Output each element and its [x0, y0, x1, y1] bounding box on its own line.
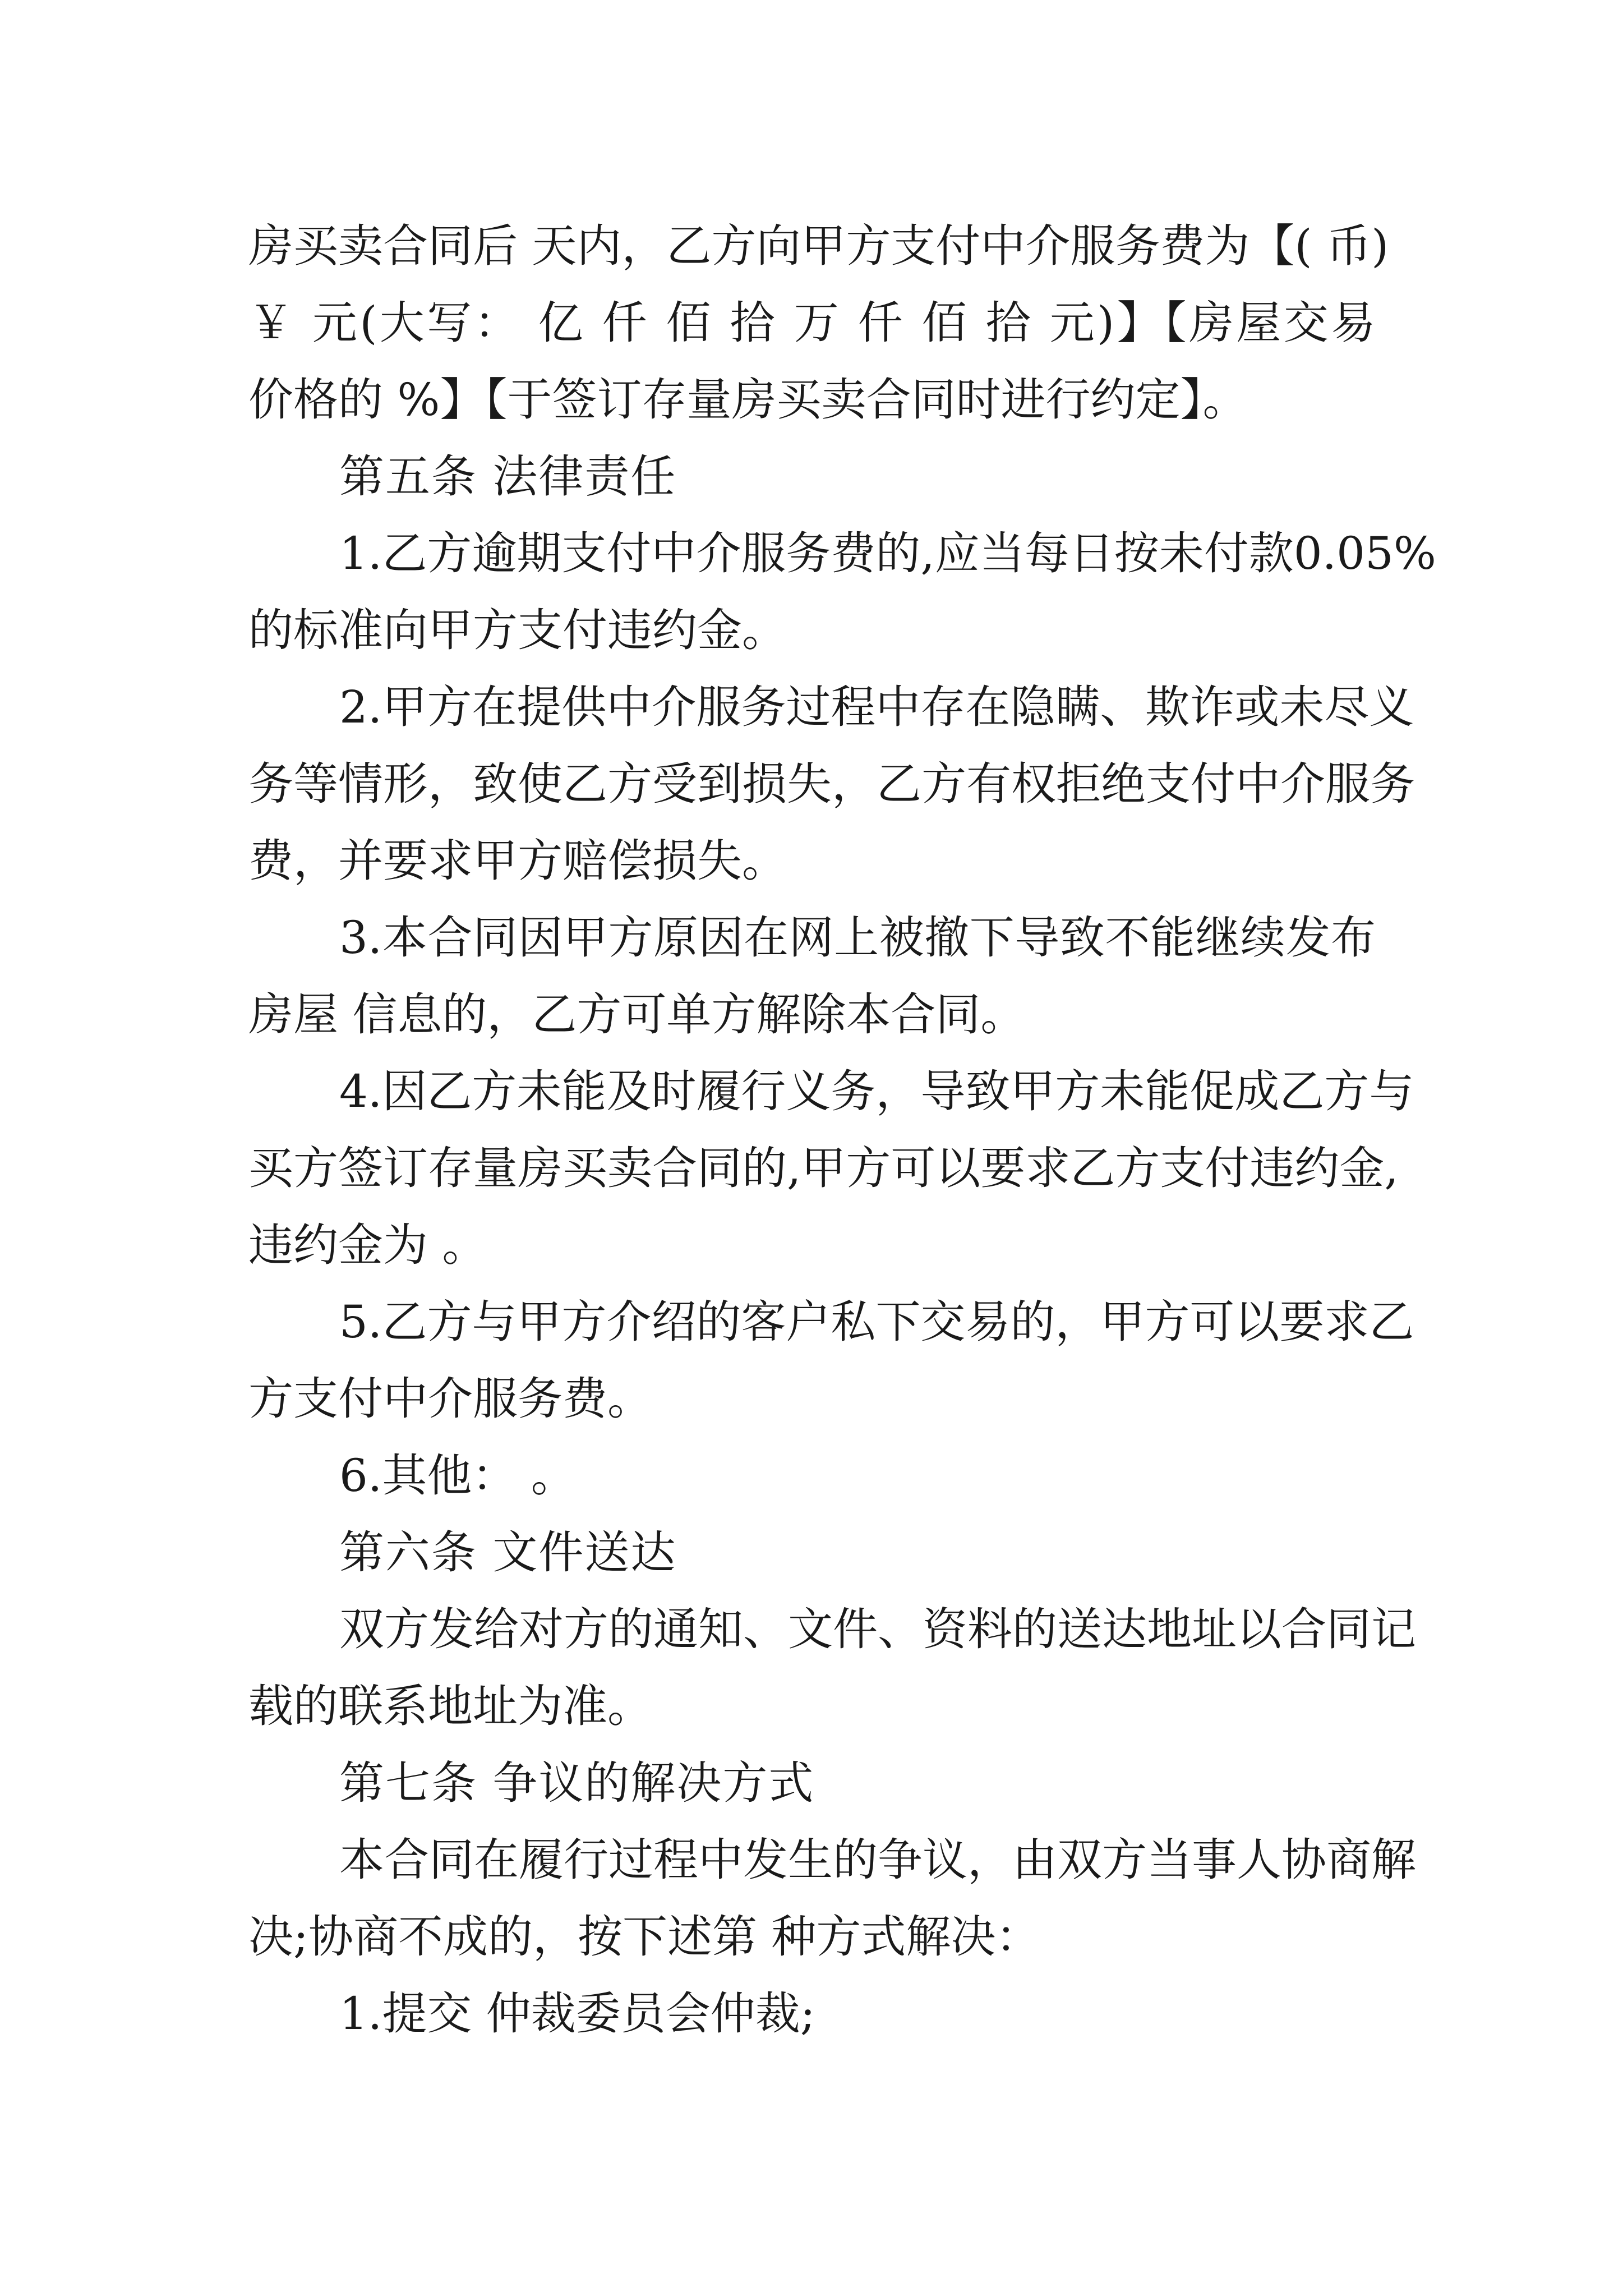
text-line: 务等情形，致使乙方受到损失，乙方有权拒绝支付中介服务 [248, 758, 1415, 810]
text-line: 3.本合同因甲方原因在网上被撤下导致不能继续发布 [339, 912, 1376, 964]
text-line: 4.因乙方未能及时履行义务，导致甲方未能促成乙方与 [339, 1065, 1414, 1117]
article-7-item-1 [0, 1975, 1623, 2052]
article-5-item-1 [0, 515, 1623, 669]
heading-text: 第七条 争议的解决方式 [339, 1757, 815, 1809]
fee-clause-paragraph [0, 208, 1623, 438]
article-5-item-4 [0, 1053, 1623, 1283]
article-7-body [0, 1821, 1623, 1975]
article-6-body [0, 1591, 1623, 1745]
text-line: 1.提交 仲裁委员会仲裁; [339, 1987, 815, 2040]
text-line: 违约金为 。 [248, 1219, 487, 1271]
heading-text: 第五条 法律责任 [339, 450, 677, 503]
text-line: 本合同在履行过程中发生的争议，由双方当事人协商解 [339, 1834, 1416, 1886]
text-line: 5.乙方与甲方介绍的客户私下交易的，甲方可以要求乙 [339, 1296, 1414, 1348]
article-7-heading [0, 1745, 1623, 1821]
text-line: 载的联系地址为准。 [248, 1680, 652, 1732]
text-line: 方支付中介服务费。 [248, 1373, 652, 1425]
text-line: 6.其他： 。 [339, 1450, 576, 1502]
text-line: 决;协商不成的，按下述第 种方式解决： [248, 1911, 1041, 1963]
heading-text: 第六条 文件送达 [339, 1526, 677, 1579]
text-line: 房屋 信息的，乙方可单方解除本合同。 [248, 988, 1026, 1041]
text-line: 费，并要求甲方赔偿损失。 [248, 835, 787, 887]
text-line: 1.乙方逾期支付中介服务费的,应当每日按未付款0.05% [339, 527, 1436, 579]
article-5-item-6 [0, 1437, 1623, 1514]
text-line: ￥ 元(大写： 亿 仟 佰 拾 万 仟 佰 拾 元)】【房屋交易 [248, 297, 1376, 349]
article-6-heading [0, 1514, 1623, 1591]
text-line: 双方发给对方的通知、文件、资料的送达地址以合同记 [339, 1603, 1416, 1655]
article-5-heading [0, 438, 1623, 515]
text-line: 2.甲方在提供中介服务过程中存在隐瞒、欺诈或未尽义 [339, 681, 1414, 733]
article-5-item-5 [0, 1283, 1623, 1437]
text-line: 买方签订存量房买卖合同的,甲方可以要求乙方支付违约金, [248, 1142, 1399, 1194]
text-line: 的标准向甲方支付违约金。 [248, 604, 787, 656]
text-line: 房买卖合同后 天内，乙方向甲方支付中介服务费为【( 币) [248, 220, 1389, 272]
article-5-item-2 [0, 669, 1623, 899]
article-5-item-3 [0, 899, 1623, 1053]
text-line: 价格的 %】【于签订存量房买卖合同时进行约定】。 [248, 374, 1248, 426]
